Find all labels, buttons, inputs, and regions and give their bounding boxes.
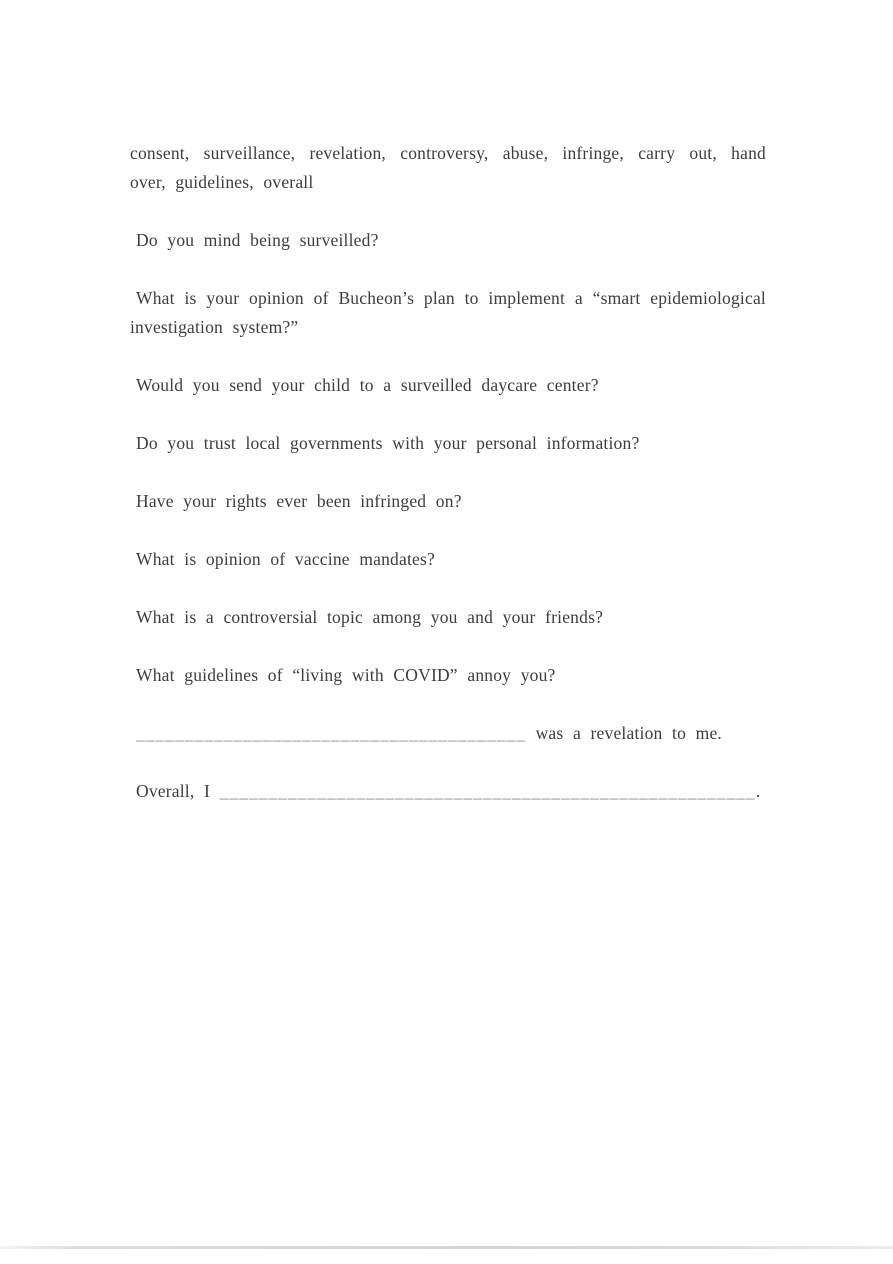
fill-in-period: . [755,781,761,801]
question-surveilled: Do you mind being surveilled? [136,230,379,250]
worksheet-content [130,139,766,835]
question-bucheon-plan: What is your opinion of Bucheon’s plan to implement a “smart epidemiological investigation system?” [130,288,766,337]
question-controversial-topic: What is a controversial topic among you and your friends? [136,607,604,627]
fill-in-blank-line: _______________________________________________________ [219,781,756,801]
question-rights-infringed: Have your rights ever been infringed on? [136,491,462,511]
fill-in-text-before: Overall, I [136,781,211,801]
fill-in-text-after: was a revelation to me. [535,723,722,743]
page-edge-shadow [0,1246,893,1249]
vocabulary-list: consent, surveillance, revelation, controversy, abuse, infringe, carry out, hand over, guidelines, overall [130,143,766,192]
question-living-with-covid: What guidelines of “living with COVID” annoy you? [136,665,556,685]
question-vaccine-mandates: What is opinion of vaccine mandates? [136,549,435,569]
question-daycare: Would you send your child to a surveilled daycare center? [136,375,599,395]
question-local-governments: Do you trust local governments with your personal information? [136,433,640,453]
fill-in-sentence-overall [130,777,766,806]
fill-in-blank-line: ________________________________________ [136,723,526,743]
fill-in-sentence-revelation [130,719,766,748]
